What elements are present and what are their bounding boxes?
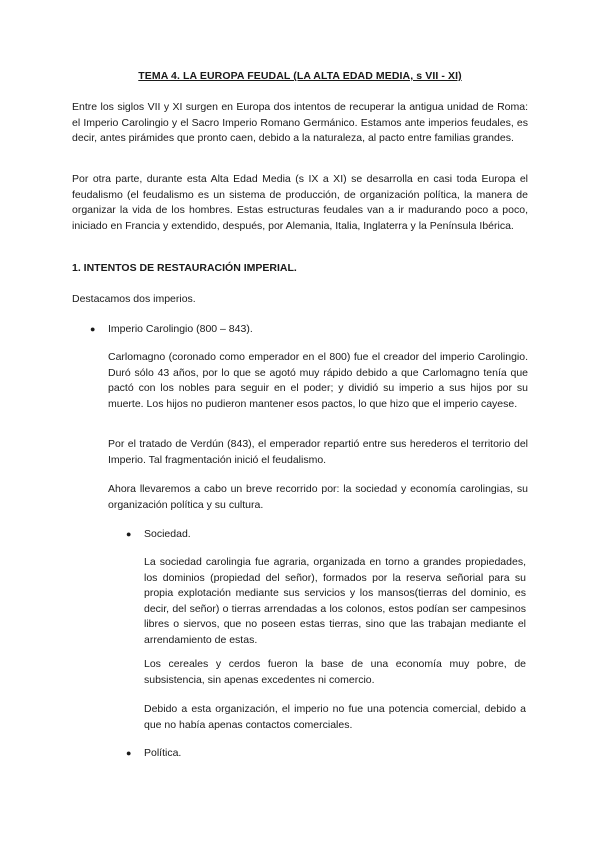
intro-paragraph-2: Por otra parte, durante esta Alta Edad Media (s IX a XI) se desarrolla en casi toda Europa el feudalismo (el feudalismo es un sistema de producción, de organización política, la manera de organizar la vida de los hombres. Estas estructuras feudales van a ir madurando poco a poco, iniciado en Francia y extendido, después, por Alemania, Italia, Inglaterra y la Península Ibérica. [72, 173, 528, 232]
section-heading: 1. INTENTOS DE RESTAURACIÓN IMPERIAL. [72, 262, 297, 274]
bullet-label-sociedad: Sociedad. [144, 528, 191, 540]
bullet-dot-icon: ● [126, 529, 132, 539]
section-lead: Destacamos dos imperios. [72, 293, 196, 305]
carolingio-paragraph-1: Carlomagno (coronado como emperador en el 800) fue el creador del imperio Carolingio. Duró sólo 43 años, por lo que se agotó muy rápido debido a que Carlomagno tenía que pactó con los nobles para seguir en el poder; y dividió su imperio a sus hijos por su muerte. Los hijos no pudieron mantener esos pactos, lo que hizo que el imperio cayese. [108, 351, 528, 410]
bullet-dot-icon: ● [90, 324, 96, 334]
sociedad-paragraph-2: Los cereales y cerdos fueron la base de una economía muy pobre, de subsistencia, sin apenas excedentes ni comercio. [144, 658, 526, 686]
intro-paragraph-1: Entre los siglos VII y XI surgen en Europa dos intentos de recuperar la antigua unidad de Roma: el Imperio Carolingio y el Sacro Imperio Romano Germánico. Estamos ante imperios feudales, es decir, antes pirámides que pronto caen, debido a la naturaleza, al pacto entre familias grandes. [72, 101, 528, 144]
carolingio-paragraph-3: Ahora llevaremos a cabo un breve recorrido por: la sociedad y economía carolingias, su organización política y su cultura. [108, 483, 528, 511]
list-item [126, 746, 526, 762]
carolingio-paragraph-2: Por el tratado de Verdún (843), el emperador repartió entre sus herederos el territorio del Imperio. Tal fragmentación inició el feudalismo. [108, 438, 528, 466]
list-item [126, 527, 526, 543]
bullet-label-carolingio: Imperio Carolingio (800 – 843). [108, 323, 253, 335]
bullet-dot-icon: ● [126, 748, 132, 758]
sociedad-paragraph-3: Debido a esta organización, el imperio no fue una potencia comercial, debido a que no había apenas contactos comerciales. [144, 703, 526, 731]
sociedad-paragraph-1: La sociedad carolingia fue agraria, organizada en torno a grandes propiedades, los dominios (propiedad del señor), formados por la reserva señorial para su propia explotación mediante sus servicios y los mansos(tierras del dominio, es decir, del señor) o tierras arrendadas a los colonos, estos podían ser campesinos libres o siervos, que no poseen estas tierras, sino que las trabajan mediante el arrendamiento de estas. [144, 556, 526, 646]
list-item [90, 322, 530, 338]
bullet-label-politica: Política. [144, 747, 182, 759]
page-title: TEMA 4. LA EUROPA FEUDAL (LA ALTA EDAD MEDIA, s VII - XI) [138, 70, 462, 82]
